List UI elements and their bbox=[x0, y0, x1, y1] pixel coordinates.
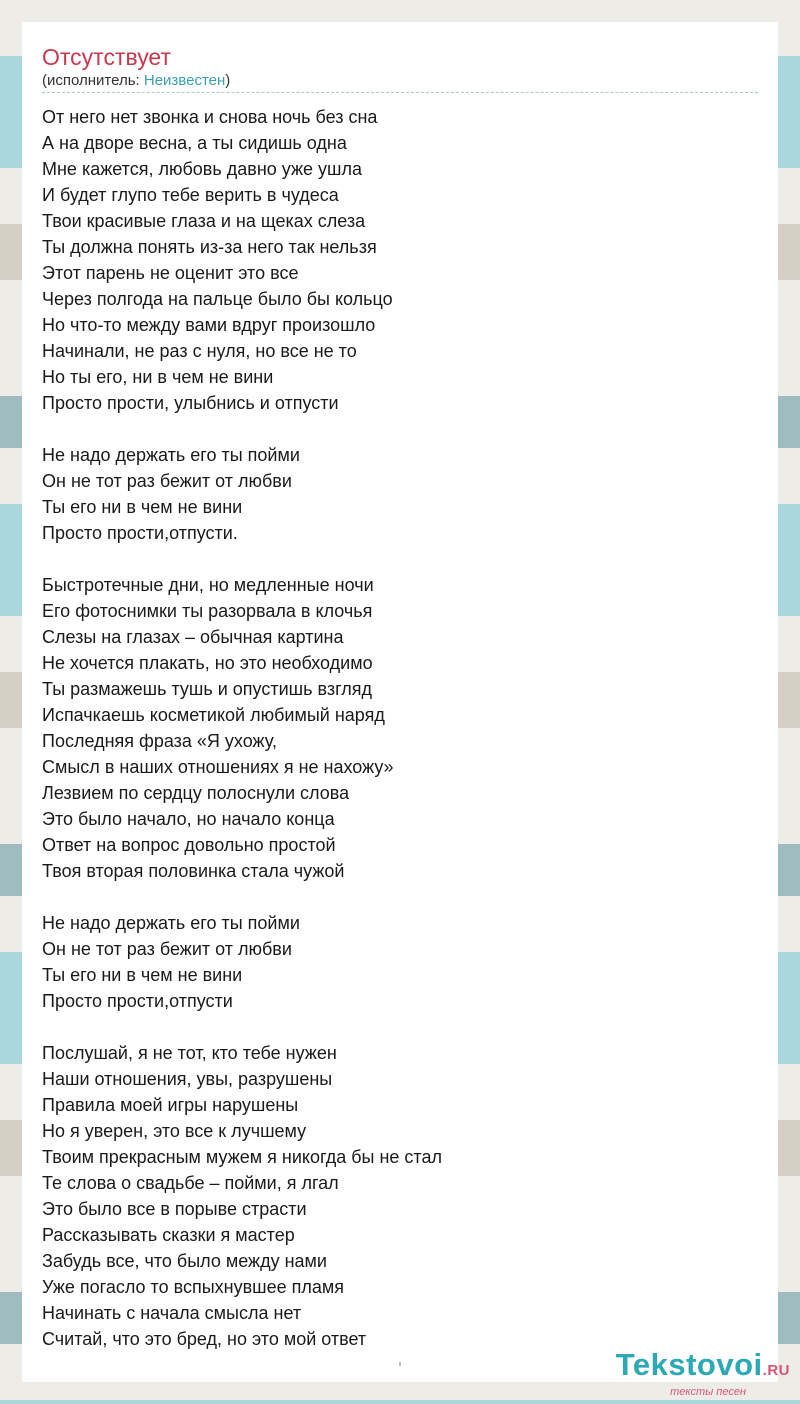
lyric-line: И будет глупо тебе верить в чудеса bbox=[42, 185, 339, 205]
lyric-line: Правила моей игры нарушены bbox=[42, 1095, 299, 1115]
lyric-line: Просто прости,отпусти bbox=[42, 991, 233, 1011]
stanza-break bbox=[42, 416, 758, 442]
logo-tagline: тексты песен bbox=[670, 1386, 746, 1398]
logo-tld: .RU bbox=[762, 1362, 790, 1379]
scroll-marker bbox=[399, 1362, 401, 1366]
lyric-line: Просто прости,отпусти. bbox=[42, 523, 238, 543]
lyric-line: Но ты его, ни в чем не вини bbox=[42, 367, 274, 387]
lyric-line: Смысл в наших отношениях я не нахожу» bbox=[42, 757, 394, 777]
lyric-line: Забудь все, что было между нами bbox=[42, 1251, 327, 1271]
lyric-line: Это было начало, но начало конца bbox=[42, 809, 335, 829]
lyric-line: Он не тот раз бежит от любви bbox=[42, 939, 292, 959]
lyric-line: Твоя вторая половинка стала чужой bbox=[42, 861, 345, 881]
lyric-line: Это было все в порыве страсти bbox=[42, 1199, 307, 1219]
lyric-line: Слезы на глазах – обычная картина bbox=[42, 627, 344, 647]
lyric-line: Те слова о свадьбе – пойми, я лгал bbox=[42, 1173, 339, 1193]
lyric-line: От него нет звонка и снова ночь без сна bbox=[42, 107, 378, 127]
lyrics-text bbox=[42, 104, 758, 1352]
lyric-line: Но что-то между вами вдруг произошло bbox=[42, 315, 376, 335]
lyric-line: Через полгода на пальце было бы кольцо bbox=[42, 289, 393, 309]
lyric-line: Этот парень не оценит это все bbox=[42, 263, 299, 283]
lyric-line: Не надо держать его ты пойми bbox=[42, 445, 300, 465]
lyric-line: Рассказывать сказки я мастер bbox=[42, 1225, 295, 1245]
lyric-line: Начинать с начала смысла нет bbox=[42, 1303, 302, 1323]
site-logo[interactable] bbox=[616, 1349, 790, 1398]
lyric-line: Начинали, не раз с нуля, но все не то bbox=[42, 341, 357, 361]
lyric-line: Просто прости, улыбнись и отпусти bbox=[42, 393, 339, 413]
title-divider bbox=[42, 92, 758, 93]
stanza-break bbox=[42, 546, 758, 572]
lyric-line: Твоим прекрасным мужем я никогда бы не стал bbox=[42, 1147, 442, 1167]
lyric-line: Но я уверен, это все к лучшему bbox=[42, 1121, 307, 1141]
lyric-line: Мне кажется, любовь давно уже ушла bbox=[42, 159, 362, 179]
lyric-line: Считай, что это бред, но это мой ответ bbox=[42, 1329, 367, 1349]
song-title: Отсутствует bbox=[42, 44, 171, 70]
lyric-line: Лезвием по сердцу полоснули слова bbox=[42, 783, 350, 803]
lyric-line: Он не тот раз бежит от любви bbox=[42, 471, 292, 491]
lyric-line: Уже погасло то вспыхнувшее пламя bbox=[42, 1277, 344, 1297]
stanza-break bbox=[42, 884, 758, 910]
performer-suffix: ) bbox=[225, 72, 231, 89]
lyric-line: Последняя фраза «Я ухожу, bbox=[42, 731, 277, 751]
logo-wordmark bbox=[616, 1349, 790, 1386]
performer-prefix: (исполнитель: bbox=[42, 72, 144, 89]
lyric-line: Испачкаешь косметикой любимый наряд bbox=[42, 705, 385, 725]
lyric-line: Наши отношения, увы, разрушены bbox=[42, 1069, 333, 1089]
lyric-line: Ты его ни в чем не вини bbox=[42, 497, 243, 517]
lyric-line: Послушай, я не тот, кто тебе нужен bbox=[42, 1043, 337, 1063]
stanza-break bbox=[42, 1014, 758, 1040]
lyric-line: Ты размажешь тушь и опустишь взгляд bbox=[42, 679, 373, 699]
lyric-line: Ответ на вопрос довольно простой bbox=[42, 835, 336, 855]
artist-link[interactable]: Неизвестен bbox=[143, 72, 226, 89]
lyric-line: Не надо держать его ты пойми bbox=[42, 913, 300, 933]
lyric-line: Его фотоснимки ты разорвала в клочья bbox=[42, 601, 373, 621]
lyrics-card bbox=[22, 22, 778, 1382]
performer-line bbox=[42, 72, 230, 89]
lyric-line: Ты должна понять из-за него так нельзя bbox=[42, 237, 377, 257]
lyric-line: Не хочется плакать, но это необходимо bbox=[42, 653, 373, 673]
lyric-line: А на дворе весна, а ты сидишь одна bbox=[42, 133, 347, 153]
lyric-line: Твои красивые глаза и на щеках слеза bbox=[42, 211, 366, 231]
lyric-line: Ты его ни в чем не вини bbox=[42, 965, 243, 985]
logo-name: Tekstovoi bbox=[615, 1347, 763, 1382]
lyric-line: Быстротечные дни, но медленные ночи bbox=[42, 575, 374, 595]
